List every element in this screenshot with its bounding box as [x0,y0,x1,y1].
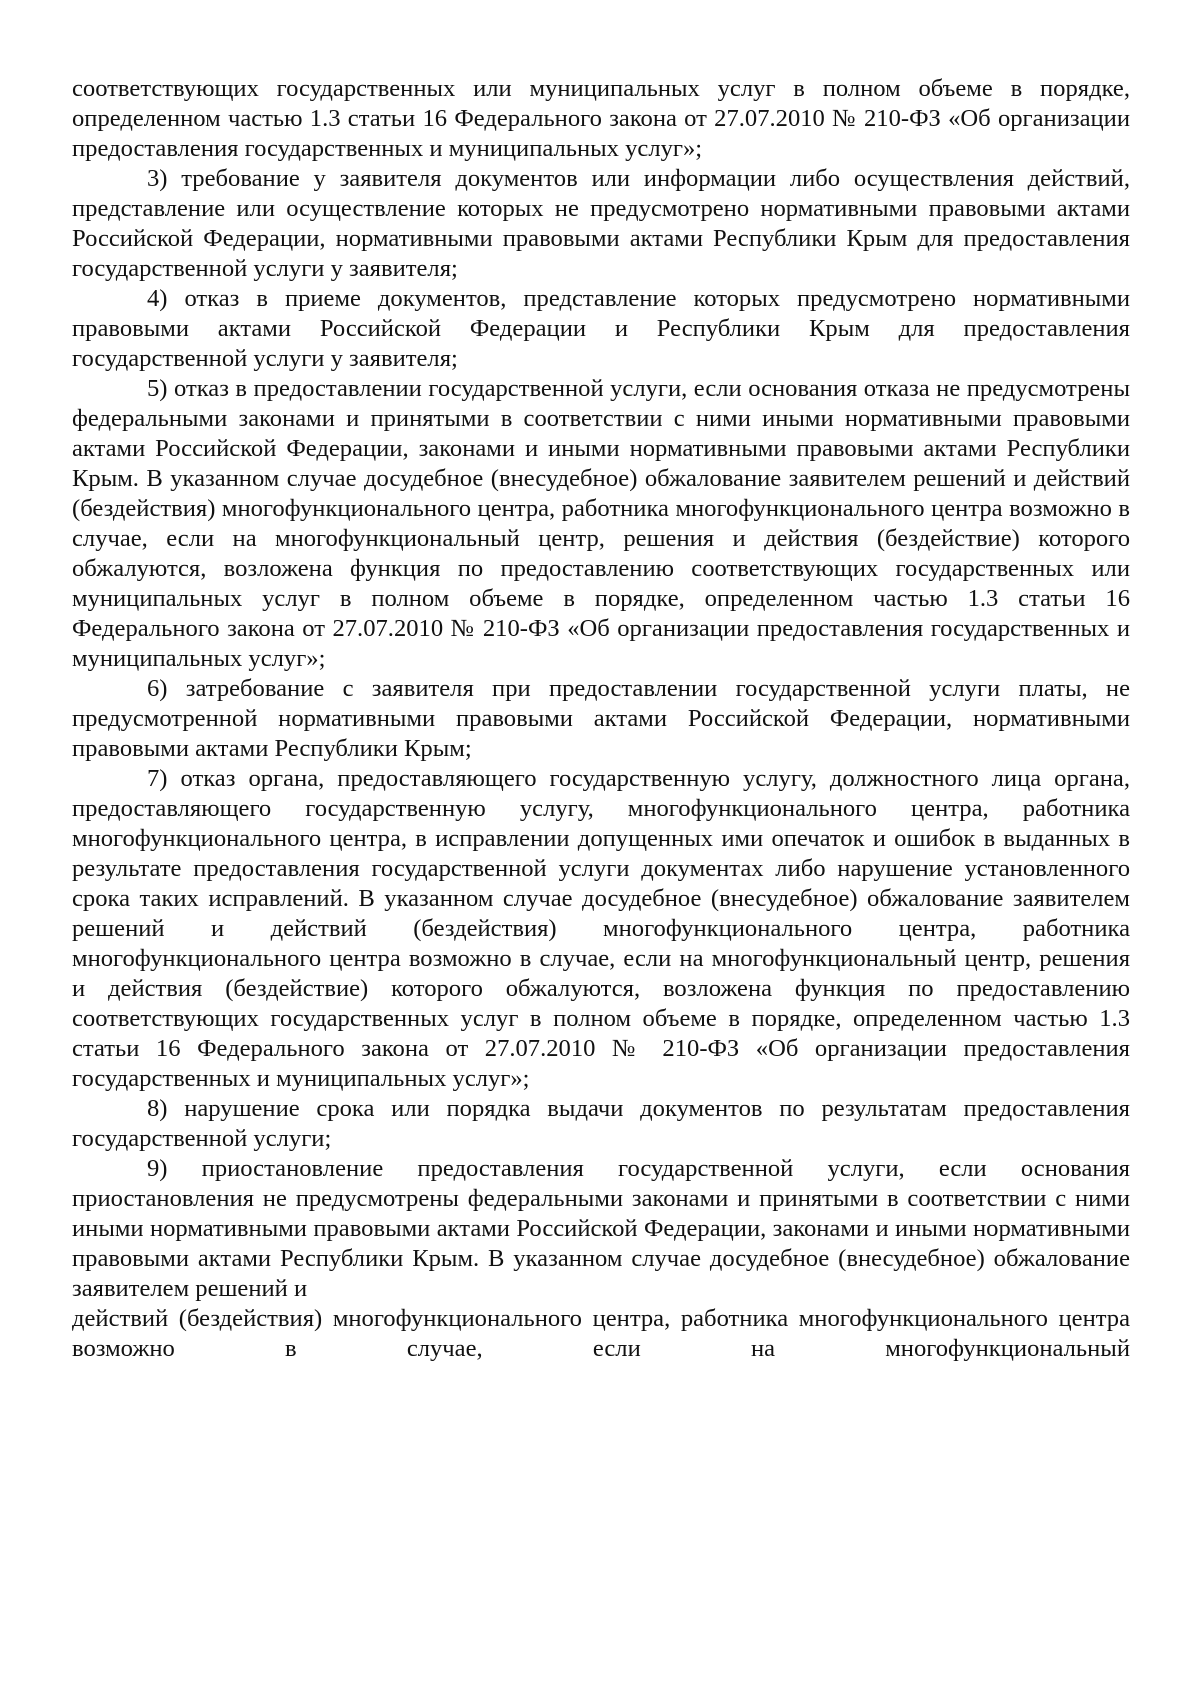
paragraph-item-7: 7) отказ органа, предоставляющего государственную услугу, должностного лица органа, предоставляющего государственную услугу, многофункционального центра, работника многофункционального центра, в исправлении допущенных ими опечаток и ошибок в выданных в результате предоставления государственной услуги документах либо нарушение установленного срока таких исправлений. В указанном случае досудебное (внесудебное) обжалование заявителем решений и действий (бездействия) многофункционального центра, работника многофункционального центра возможно в случае, если на многофункциональный центр, решения и действия (бездействие) которого обжалуются, возложена функция по предоставлению соответствующих государственных услуг в полном объеме в порядке, определенном частью 1.3 статьи 16 Федерального закона от 27.07.2010 № 210-ФЗ «Об организации предоставления государственных и муниципальных услуг»; [72,765,1130,1092]
paragraph-item-3: 3) требование у заявителя документов или информации либо осуществления действий, представление или осуществление которых не предусмотрено нормативными правовыми актами Российской Федерации, нормативными правовыми актами Республики Крым для предоставления государственной услуги у заявителя; [72,165,1130,282]
paragraph-continuation: соответствующих государственных или муниципальных услуг в полном объеме в порядке, определенном частью 1.3 статьи 16 Федерального закона от 27.07.2010 № 210-ФЗ «Об организации предоставления государственных и муниципальных услуг»; [72,75,1130,162]
paragraph-item-9: 9) приостановление предоставления государственной услуги, если основания приостановления не предусмотрены федеральными законами и принятыми в соответствии с ними иными нормативными правовыми актами Российской Федерации, законами и иными нормативными правовыми актами Республики Крым. В указанном случае досудебное (внесудебное) обжалование заявителем решений и [72,1155,1130,1302]
paragraph-item-8: 8) нарушение срока или порядка выдачи документов по результатам предоставления государственной услуги; [72,1095,1130,1152]
paragraph-item-4: 4) отказ в приеме документов, представление которых предусмотрено нормативными правовыми актами Российской Федерации и Республики Крым для предоставления государственной услуги у заявителя; [72,285,1130,372]
paragraph-item-9-tail: действий (бездействия) многофункционального центра, работника многофункционального центра возможно в случае, если на многофункциональный [72,1305,1130,1362]
paragraph-item-5: 5) отказ в предоставлении государственной услуги, если основания отказа не предусмотрены федеральными законами и принятыми в соответствии с ними иными нормативными правовыми актами Российской Федерации, законами и иными нормативными правовыми актами Республики Крым. В указанном случае досудебное (внесудебное) обжалование заявителем решений и действий (бездействия) многофункционального центра, работника многофункционального центра возможно в случае, если на многофункциональный центр, решения и действия (бездействие) которого обжалуются, возложена функция по предоставлению соответствующих государственных или муниципальных услуг в полном объеме в порядке, определенном частью 1.3 статьи 16 Федерального закона от 27.07.2010 № 210-ФЗ «Об организации предоставления государственных и муниципальных услуг»; [72,375,1130,672]
paragraph-item-6: 6) затребование с заявителя при предоставлении государственной услуги платы, не предусмотренной нормативными правовыми актами Российской Федерации, нормативными правовыми актами Республики Крым; [72,675,1130,762]
